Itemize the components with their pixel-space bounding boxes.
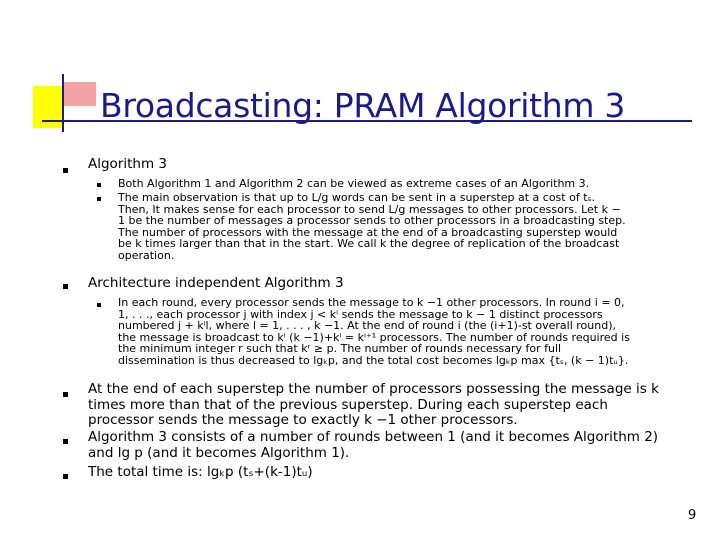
- sub-bullet-text: Both Algorithm 1 and Algorithm 2 can be viewed as extreme cases of an Algorithm 3.: [118, 177, 590, 190]
- bullet-square-icon: [63, 284, 68, 289]
- sub-bullet-text: In each round, every processor sends the message to k −1 other processors. In round i = 0, 1, . . ., each processor j with index j < kⁱ sends the message to k − 1 distinct processors numbered j + kⁱl, where l = 1, . . . , k −1. At the end of round i (the (i+1)-st overall round), the message is broadcast to kⁱ (k −1)+kⁱ = kⁱ⁺¹ processors. The number of rounds required is the minimum integer r such that kʳ ≥ p. The number of rounds necessary for full dissemination is thus decreased to lgₖp, and the total cost becomes lgₖp max {tₛ, (k − 1)tᵤ}.: [118, 296, 630, 367]
- bullet-square-icon: [63, 168, 68, 173]
- sub-bullet-square-icon: [97, 303, 101, 307]
- decorative-vertical-line: [62, 74, 64, 132]
- bullet-square-icon: [63, 439, 68, 444]
- page-number: 9: [688, 508, 697, 523]
- bullet-text: At the end of each superstep the number of processors possessing the message is k times more than that of the previous superstep. During each superstep each processor sends the message to exactly k −1 other processors.: [88, 381, 659, 428]
- sub-bullet-text: The main observation is that up to L/g words can be sent in a superstep at a cost of tₛ. Then, It makes sense for each processor to send L/g messages to other processors. Let k − 1 be the number of messages a processor sends to other processors in a broadcasting step. The number of processors with the message at the end of a broadcasting superstep would be k times larger than that in the start. We call k the degree of replication of the broadcast operation.: [118, 191, 626, 262]
- decorative-red-block: [62, 82, 96, 106]
- sub-bullet-square-icon: [97, 183, 101, 187]
- bullet-text: Algorithm 3 consists of a number of rounds between 1 (and it becomes Algorithm 2) and lg p (and it becomes Algorithm 1).: [88, 429, 659, 461]
- bullet-text: Architecture independent Algorithm 3: [88, 275, 344, 291]
- slide-title: Broadcasting: PRAM Algorithm 3: [100, 86, 626, 125]
- bullet-text: The total time is: lgₖp (tₛ+(k-1)tᵤ): [88, 464, 313, 480]
- sub-bullet-square-icon: [97, 197, 101, 201]
- bullet-square-icon: [63, 392, 68, 397]
- bullet-text: Algorithm 3: [88, 156, 167, 172]
- bullet-square-icon: [63, 474, 68, 479]
